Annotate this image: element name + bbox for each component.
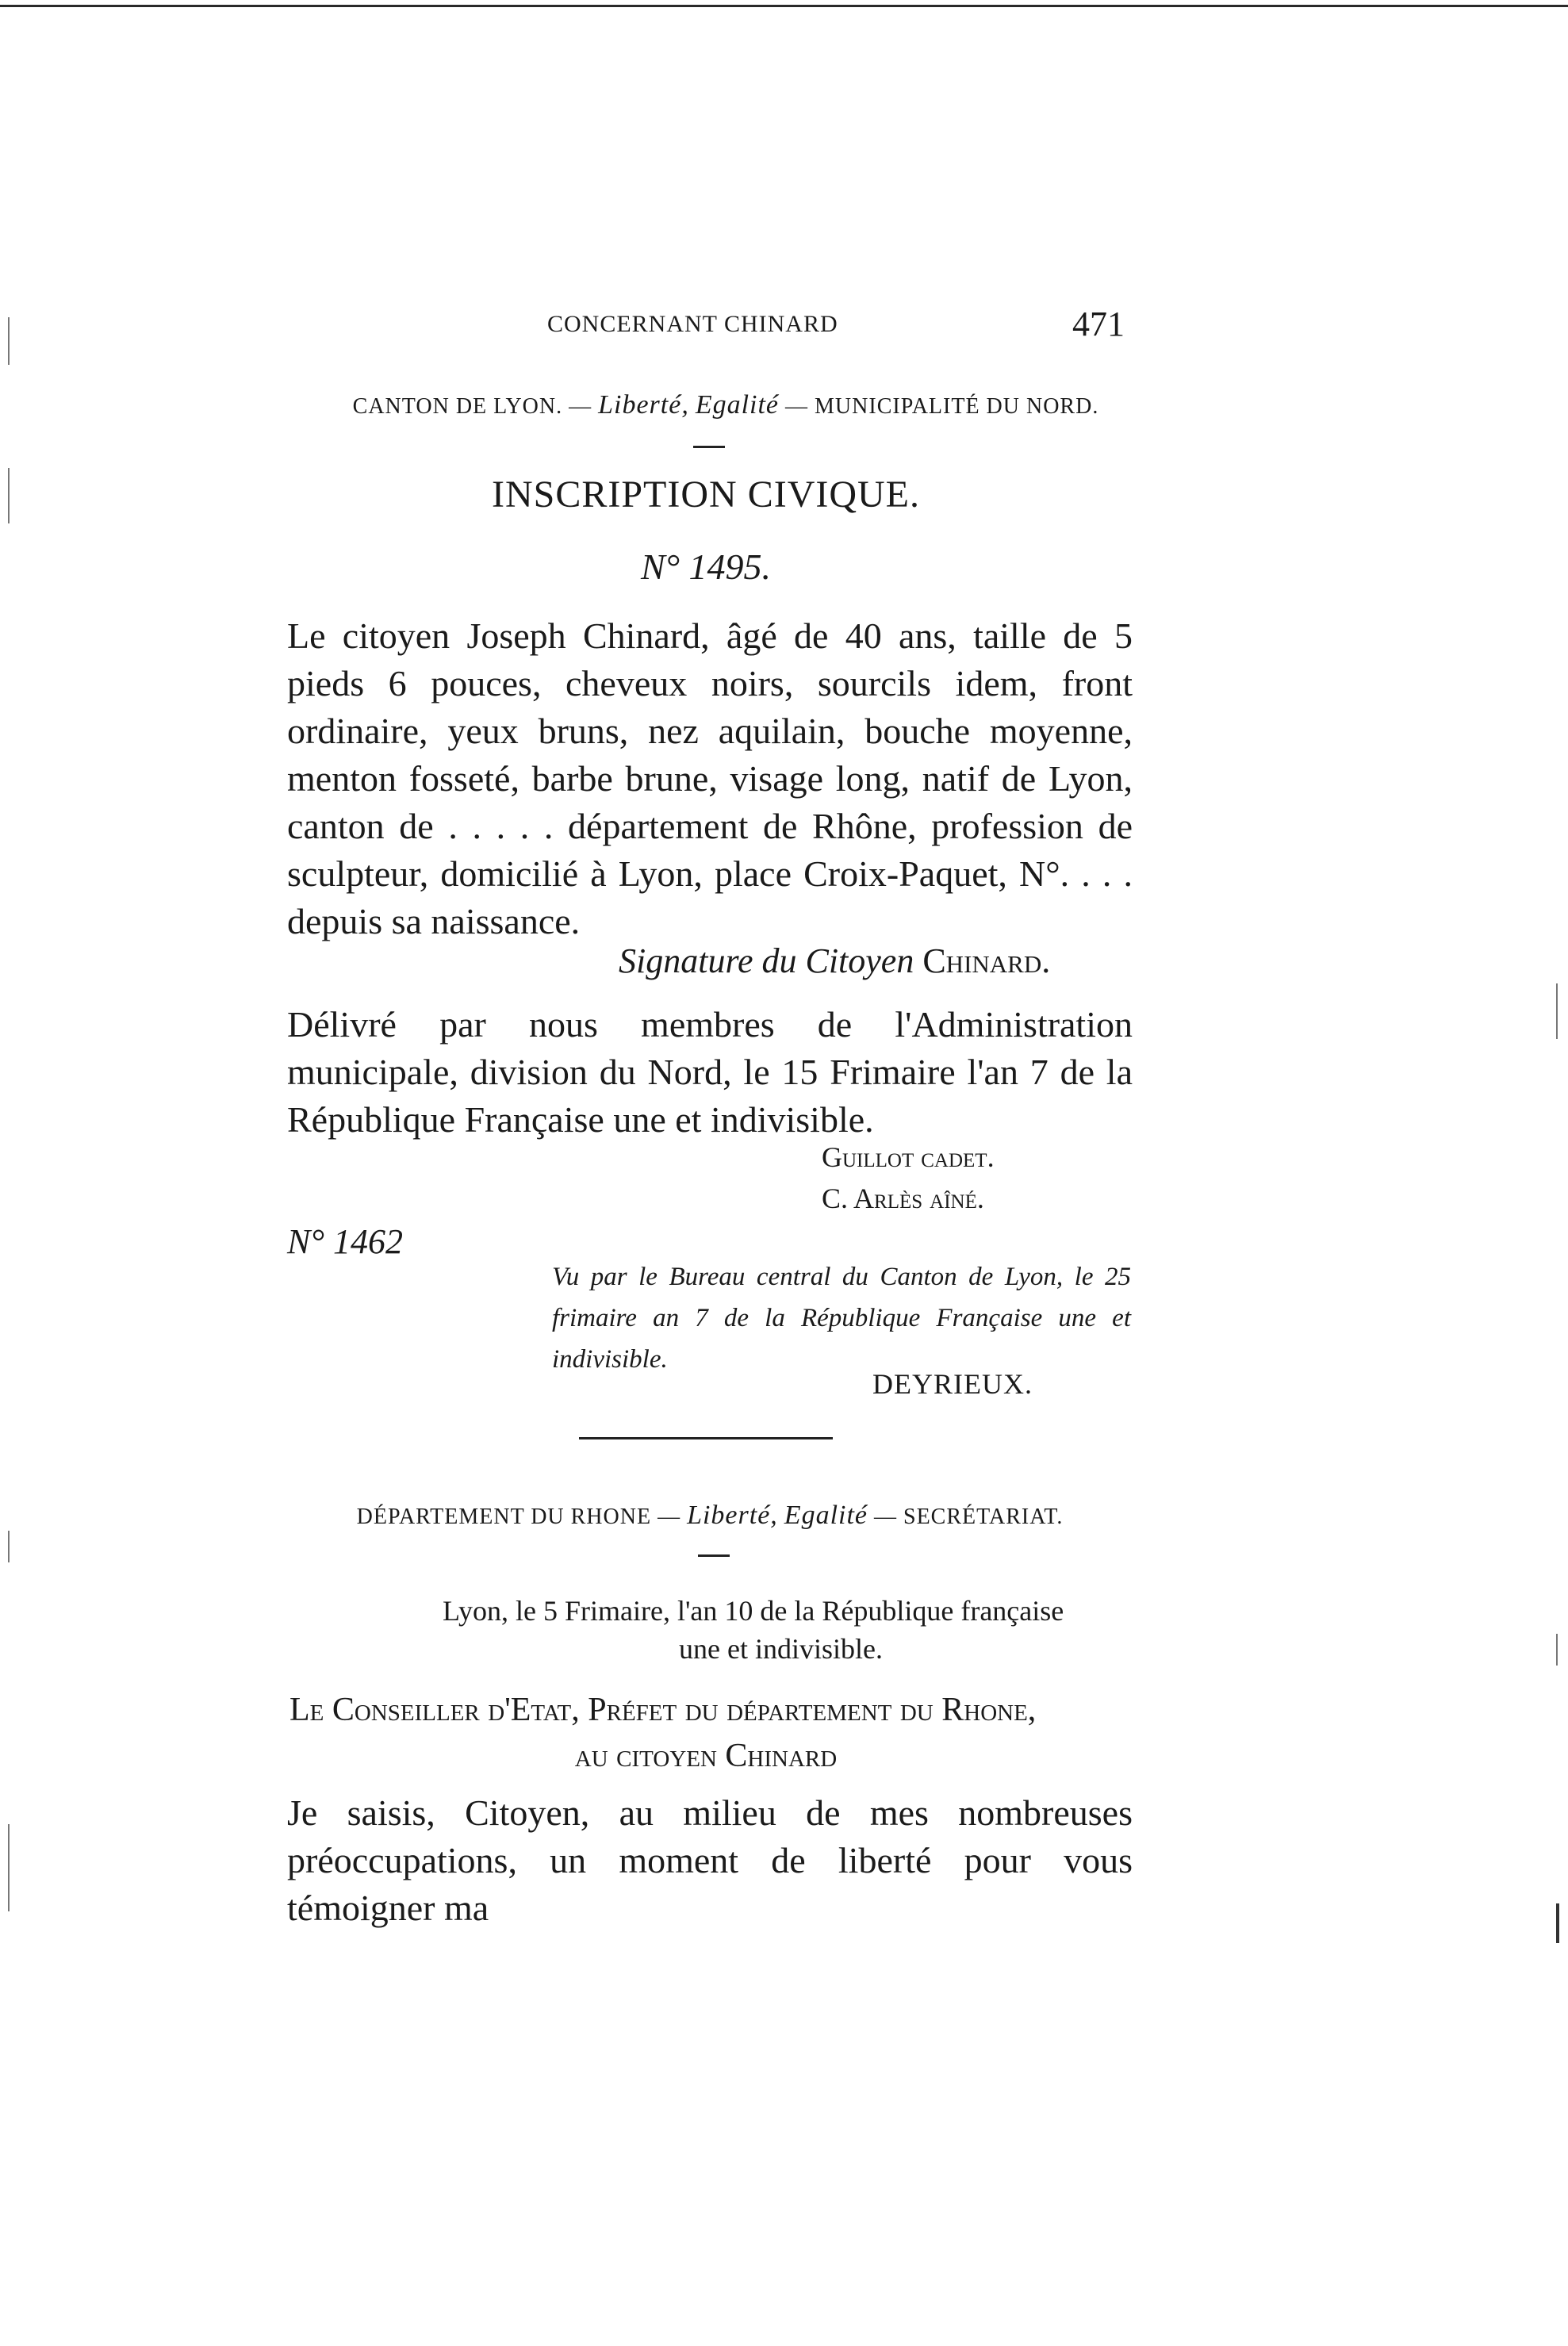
section2-heading-left: DÉPARTEMENT DU RHONE — [356, 1505, 652, 1529]
section2-heading — [262, 1501, 1158, 1531]
signatory-arles: C. Arlès aîné. — [822, 1183, 984, 1214]
scan-edge-mark — [1556, 983, 1558, 1039]
scan-edge-mark — [1556, 1903, 1559, 1943]
section1-heading-left: CANTON DE LYON. — [352, 394, 563, 419]
address-line1: Le Conseiller d'Etat, Préfet du département du Rhone, — [289, 1692, 1037, 1728]
scan-edge-mark — [8, 1824, 10, 1911]
inscription-title: INSCRIPTION CIVIQUE. — [492, 473, 920, 516]
scan-edge-mark — [1556, 1634, 1558, 1666]
section1-heading-right: MUNICIPALITÉ DU NORD. — [815, 394, 1099, 419]
address-line2: au citoyen Chinard — [574, 1738, 838, 1774]
section1-dash-2: — — [785, 394, 809, 419]
section1-heading — [262, 390, 1190, 420]
visa-signature: DEYRIEUX. — [872, 1368, 1033, 1400]
dateline-line2: une et indivisible. — [679, 1633, 883, 1665]
signature-name: Chinard. — [922, 941, 1051, 980]
top-border-rule — [0, 5, 1568, 7]
page-number: 471 — [1072, 305, 1125, 343]
side-number: N° 1462 — [287, 1222, 403, 1261]
section2-heading-right: SECRÉTARIAT. — [903, 1505, 1064, 1529]
dateline-line1: Lyon, le 5 Frimaire, l'an 10 de la République française — [443, 1595, 1064, 1627]
letter-paragraph: Je saisis, Citoyen, au milieu de mes nombreuses préoccupations, un moment de liberté pour vous témoigner ma — [287, 1792, 1133, 1928]
section1-motto-liberte: Liberté, — [598, 390, 689, 420]
section2-divider — [698, 1554, 730, 1557]
running-title: CONCERNANT CHINARD — [547, 311, 838, 337]
inscription-number: N° 1495. — [640, 546, 772, 587]
section2-dash-2: — — [874, 1505, 897, 1529]
visa-paragraph: Vu par le Bureau central du Canton de Lyon, le 25 frimaire an 7 de la République Française une et indivisible. — [552, 1263, 1131, 1374]
scan-edge-mark — [8, 1531, 10, 1562]
delivery-paragraph: Délivré par nous membres de l'Administration municipale, division du Nord, le 15 Frimaire l'an 7 de la République Française une et indivisible. — [287, 1004, 1133, 1140]
section1-dash-1: — — [569, 394, 592, 419]
scan-edge-mark — [8, 317, 10, 365]
signature-label: Signature du Citoyen — [619, 941, 914, 980]
section1-divider — [693, 446, 725, 448]
signatory-guillot: Guillot cadet. — [822, 1141, 995, 1173]
inscription-paragraph: Le citoyen Joseph Chinard, âgé de 40 ans, taille de 5 pieds 6 pouces, cheveux noirs, sourcils idem, front ordinaire, yeux bruns, nez aquilain, bouche moyenne, menton fosseté, barbe brune, visage long, natif de Lyon, canton de . . . . . département de Rhône, profession de sculpteur, domicilié à Lyon, place Croix-Paquet, N°. . . . depuis sa naissance. — [287, 615, 1133, 941]
section1-motto-egalite: Egalité — [695, 390, 780, 420]
section-separator — [579, 1437, 833, 1439]
section2-motto-egalite: Egalité — [784, 1501, 868, 1530]
signature-line — [619, 941, 1050, 981]
scan-edge-mark — [8, 468, 10, 523]
section2-motto-liberte: Liberté, — [687, 1501, 778, 1530]
section2-dash-1: — — [657, 1505, 681, 1529]
